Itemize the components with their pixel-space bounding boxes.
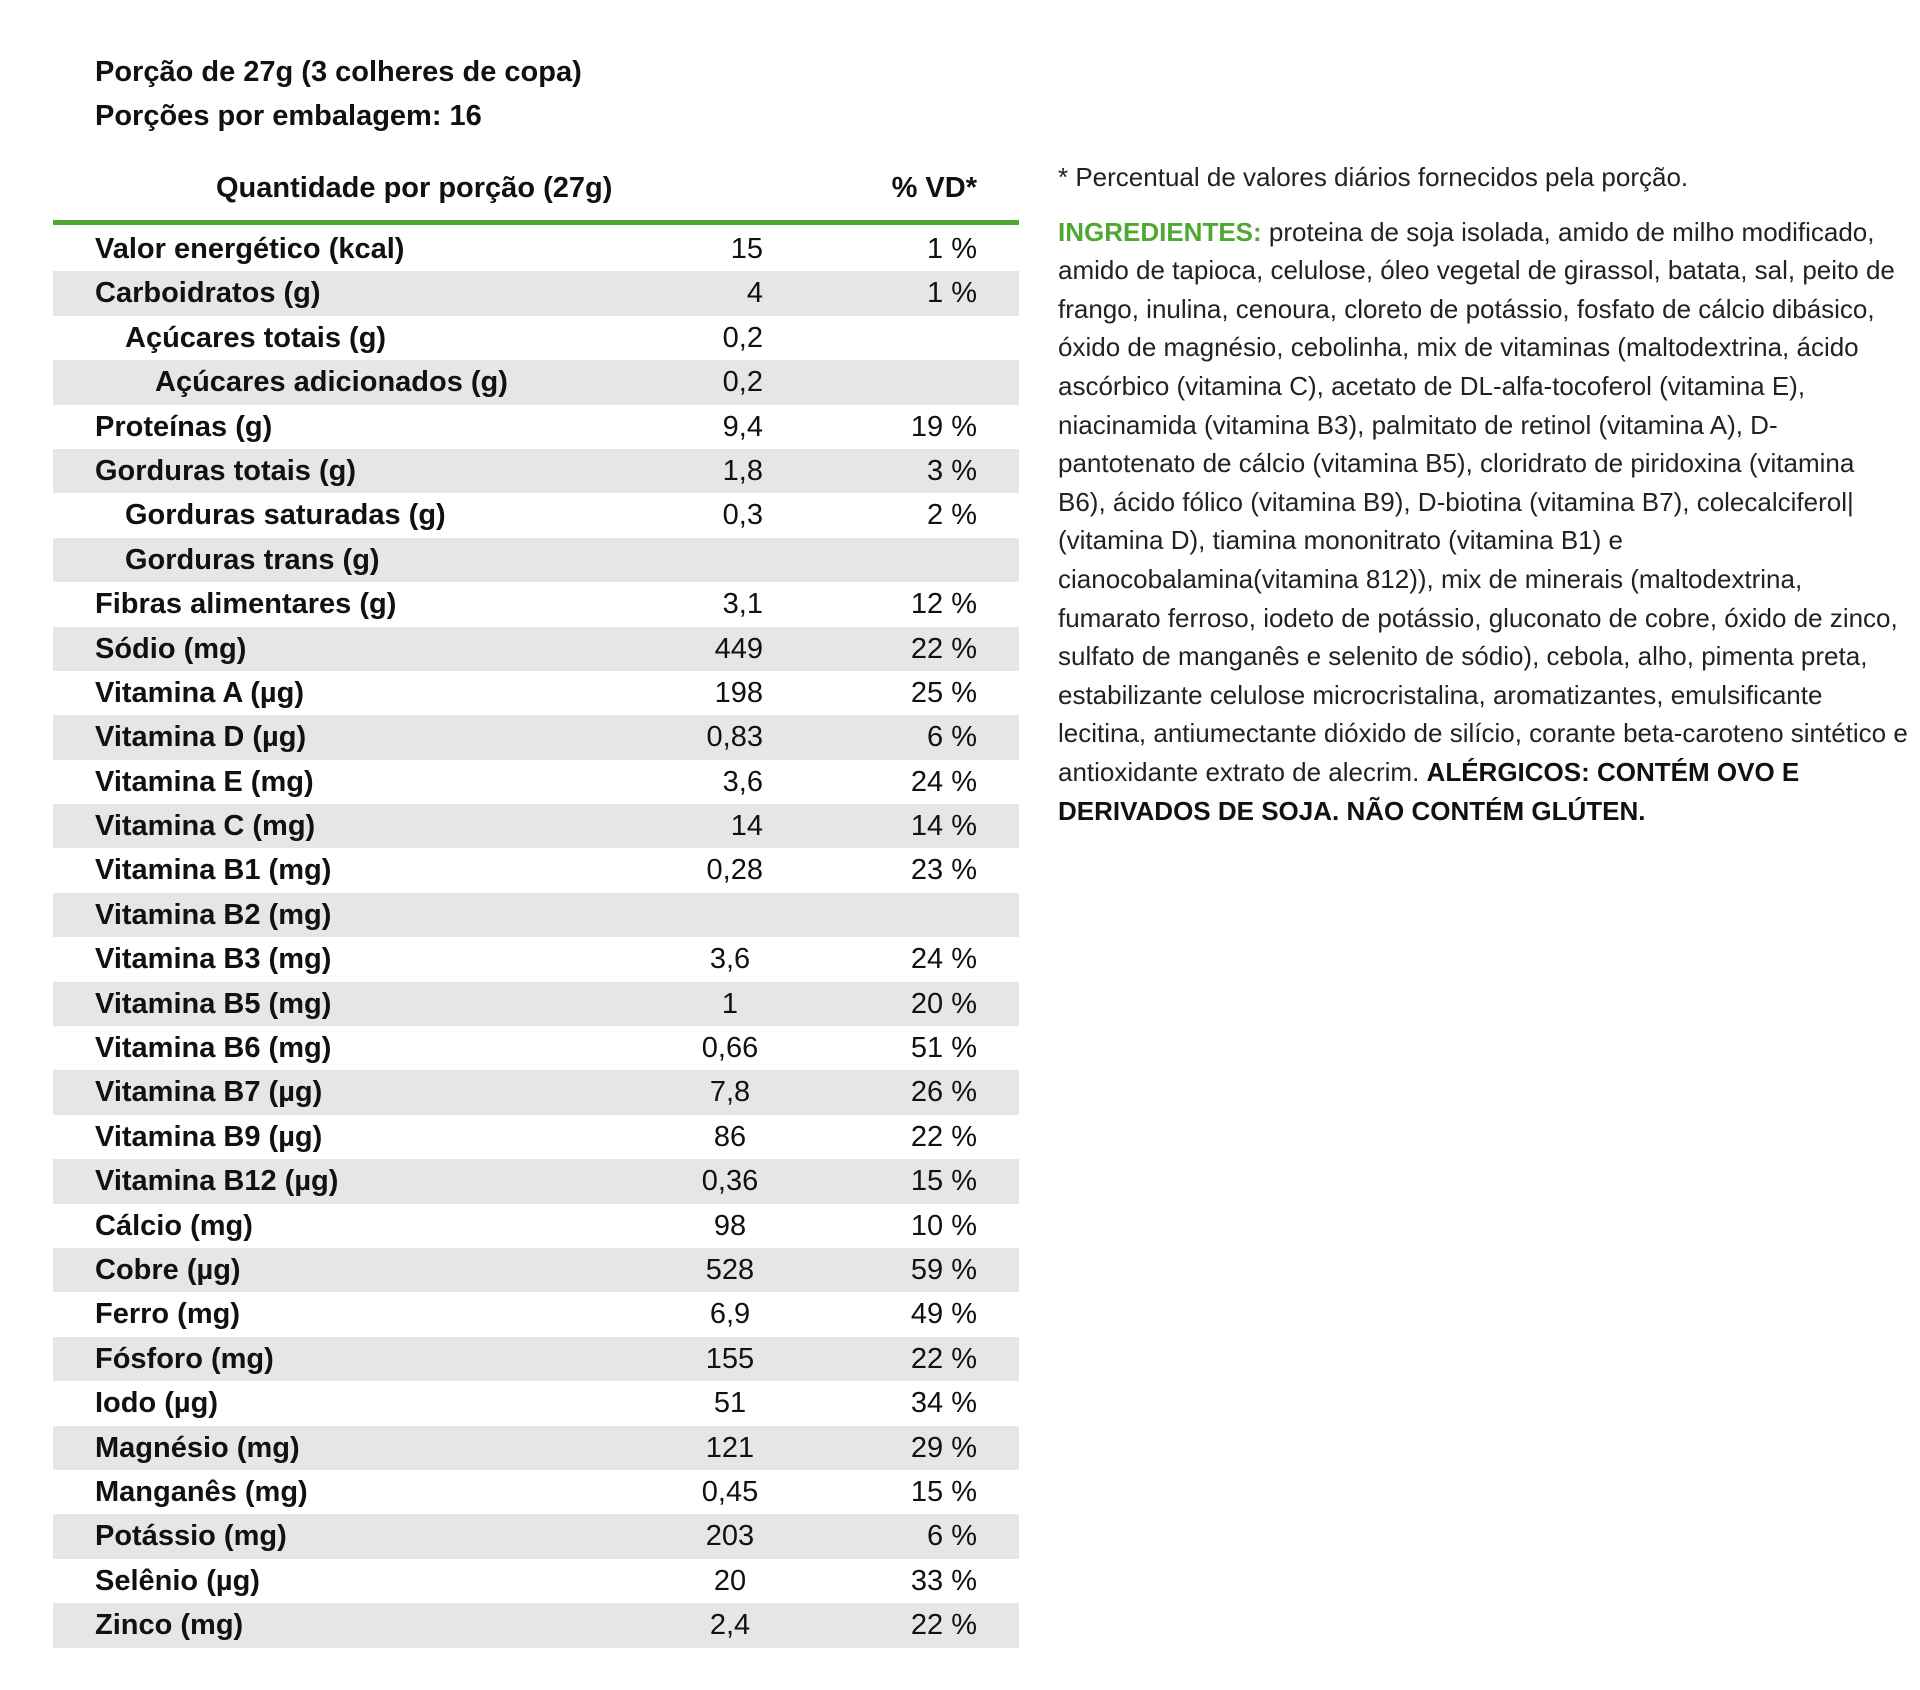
table-row — [53, 671, 1019, 715]
nutrient-name: Vitamina B9 (µg) — [95, 1120, 323, 1153]
allergen-statement: ALÉRGICOS: CONTÉM OVO E DERIVADOS DE SOJA. NÃO CONTÉM GLÚTEN. — [1058, 756, 1800, 826]
table-row — [53, 1559, 1019, 1603]
nutrient-amount: 15 — [730, 233, 763, 265]
nutrient-name: Vitamina A (µg) — [95, 676, 304, 709]
table-row — [53, 1248, 1019, 1292]
nutrient-daily-value: 15 % — [910, 1165, 977, 1198]
servings-per-package: Porções por embalagem: 16 — [95, 100, 482, 132]
nutrient-amount: 528 — [705, 1253, 755, 1286]
nutrient-amount: 9,4 — [722, 410, 763, 443]
table-row — [53, 627, 1019, 671]
nutrient-name: Gorduras trans (g) — [125, 543, 380, 576]
nutrient-daily-value: 22 % — [910, 1120, 977, 1153]
nutrient-daily-value: 22 % — [910, 1342, 977, 1375]
table-row — [53, 1603, 1019, 1647]
table-row — [53, 1026, 1019, 1070]
nutrient-name: Carboidratos (g) — [95, 277, 321, 310]
nutrition-table — [53, 160, 1019, 1648]
nutrient-amount: 203 — [705, 1520, 755, 1553]
nutrient-daily-value: 19 % — [910, 410, 977, 443]
nutrient-daily-value: 49 % — [910, 1298, 977, 1331]
nutrient-daily-value: 25 % — [910, 676, 977, 709]
nutrient-name: Gorduras totais (g) — [95, 454, 357, 487]
serving-info — [95, 50, 582, 138]
nutrient-daily-value: 24 % — [910, 943, 977, 976]
nutrient-name: Vitamina B1 (mg) — [95, 854, 332, 887]
table-row — [53, 760, 1019, 804]
table-row — [53, 1204, 1019, 1248]
daily-value-footnote: * Percentual de valores diários fornecidos pela porção. — [1058, 162, 1689, 192]
nutrient-daily-value: 51 % — [910, 1032, 977, 1065]
table-row — [53, 493, 1019, 537]
nutrient-name: Vitamina B3 (mg) — [95, 943, 332, 976]
table-row — [53, 271, 1019, 315]
nutrient-name: Açúcares adicionados (g) — [155, 366, 508, 399]
header-amount-per-serving: Quantidade por porção (27g) — [216, 172, 613, 204]
nutrient-daily-value: 3 % — [927, 454, 977, 487]
nutrient-amount: 0,83 — [706, 721, 763, 754]
nutrient-daily-value: 22 % — [910, 632, 977, 665]
header-divider — [53, 220, 1019, 225]
nutrient-name: Manganês (mg) — [95, 1475, 308, 1508]
nutrient-daily-value: 23 % — [910, 854, 977, 887]
nutrient-daily-value: 29 % — [910, 1431, 977, 1464]
nutrient-amount: 4 — [746, 277, 763, 310]
table-row — [53, 804, 1019, 848]
nutrient-amount: 1,8 — [722, 454, 763, 487]
table-row — [53, 538, 1019, 582]
nutrient-name: Fibras alimentares (g) — [95, 588, 397, 621]
nutrient-name: Vitamina E (mg) — [95, 765, 314, 798]
table-row — [53, 982, 1019, 1026]
nutrient-name: Sódio (mg) — [95, 632, 247, 665]
nutrient-name: Ferro (mg) — [95, 1298, 240, 1331]
nutrient-amount: 86 — [713, 1120, 747, 1153]
nutrient-amount: 98 — [713, 1209, 747, 1242]
nutrient-amount: 3,1 — [722, 588, 763, 621]
ingredients-paragraph — [1058, 213, 1908, 831]
table-row — [53, 1292, 1019, 1336]
nutrient-name: Vitamina B5 (mg) — [95, 987, 332, 1020]
nutrient-amount: 0,3 — [722, 499, 763, 532]
table-row — [53, 227, 1019, 271]
nutrient-daily-value: 24 % — [910, 765, 977, 798]
serving-size: Porção de 27g (3 colheres de copa) — [95, 56, 582, 88]
table-row — [53, 316, 1019, 360]
nutrient-name: Selênio (µg) — [95, 1564, 260, 1597]
table-row — [53, 937, 1019, 981]
nutrient-name: Açúcares totais (g) — [125, 321, 387, 354]
nutrient-daily-value: 12 % — [910, 588, 977, 621]
nutrient-daily-value: 10 % — [910, 1209, 977, 1242]
nutrient-name: Valor energético (kcal) — [95, 233, 405, 265]
nutrient-daily-value: 1 % — [927, 277, 977, 310]
table-row — [53, 449, 1019, 493]
nutrient-name: Vitamina C (mg) — [95, 810, 316, 843]
table-row — [53, 405, 1019, 449]
nutrient-name: Cálcio (mg) — [95, 1209, 253, 1242]
nutrient-amount: 2,4 — [709, 1609, 751, 1642]
nutrient-daily-value: 2 % — [927, 499, 977, 532]
nutrient-amount: 198 — [714, 676, 763, 709]
nutrient-amount: 155 — [705, 1342, 755, 1375]
nutrient-name: Fósforo (mg) — [95, 1342, 274, 1375]
table-row — [53, 848, 1019, 892]
table-row — [53, 715, 1019, 759]
nutrient-daily-value: 15 % — [910, 1475, 977, 1508]
nutrient-amount: 7,8 — [709, 1076, 751, 1109]
nutrient-daily-value: 20 % — [910, 987, 977, 1020]
nutrient-amount: 0,28 — [706, 854, 763, 887]
nutrient-daily-value: 26 % — [910, 1076, 977, 1109]
nutrient-name: Vitamina B2 (mg) — [95, 898, 332, 931]
nutrient-daily-value: 14 % — [910, 810, 977, 843]
table-row — [53, 1159, 1019, 1203]
nutrient-amount: 0,66 — [701, 1032, 759, 1065]
nutrient-amount: 20 — [713, 1564, 747, 1597]
nutrient-amount: 3,6 — [709, 943, 751, 976]
nutrient-name: Iodo (µg) — [95, 1387, 218, 1420]
table-row — [53, 1337, 1019, 1381]
nutrient-amount: 121 — [705, 1431, 755, 1464]
nutrient-name: Vitamina B6 (mg) — [95, 1032, 332, 1065]
nutrient-amount: 51 — [713, 1387, 747, 1420]
table-row — [53, 360, 1019, 404]
header-daily-value: % VD* — [891, 172, 977, 204]
nutrient-amount: 14 — [730, 810, 763, 843]
table-row — [53, 1426, 1019, 1470]
nutrient-amount: 6,9 — [709, 1298, 751, 1331]
nutrient-amount: 0,36 — [701, 1165, 759, 1198]
table-row — [53, 1115, 1019, 1159]
nutrient-daily-value: 59 % — [910, 1253, 977, 1286]
nutrient-daily-value: 1 % — [927, 233, 977, 265]
ingredients-text: proteina de soja isolada, amido de milho modificado, amido de tapioca, celulose, óleo vegetal de girassol, batata, sal, peito de frango, inulina, cenoura, cloreto de potássio, fosfato de cálcio dibásico, óxido de magnésio, cebolinha, mix de vitaminas (maltodextrina, ácido ascórbico (vitamina C), acetato de DL-alfa-tocoferol (vitamina E), niacinamida (vitamina B3), palmitato de retinol (vitamina A), D-pantotenato de cálcio (vitamina B5), cloridrato de piridoxina (vitamina B6), ácido fólico (vitamina B9), D-biotina (vitamina B7), colecalciferol| (vitamina D), tiamina mononitrato (vitamina B1) e cianocobalamina(vitamina 812)), mix de minerais (maltodextrina, fumarato ferroso, iodeto de potássio, gluconato de cobre, óxido de zinco, sulfato de manganês e selenito de sódio), cebola, alho, pimenta preta, estabilizante celulose microcristalina, aromatizantes, emulsificante lecitina, antiumectante dióxido de silício, corante beta-caroteno sintético e antioxidante extrato de alecrim. — [1058, 216, 1908, 787]
nutrient-name: Vitamina B7 (µg) — [95, 1076, 323, 1109]
table-row — [53, 1381, 1019, 1425]
nutrient-name: Potássio (mg) — [95, 1520, 287, 1553]
nutrient-daily-value: 6 % — [927, 721, 977, 754]
table-row — [53, 1070, 1019, 1114]
nutrient-name: Magnésio (mg) — [95, 1431, 300, 1464]
table-row — [53, 893, 1019, 937]
nutrient-name: Zinco (mg) — [95, 1609, 244, 1642]
nutrient-daily-value: 33 % — [910, 1564, 977, 1597]
nutrient-name: Vitamina D (µg) — [95, 721, 307, 754]
table-row — [53, 582, 1019, 626]
side-panel — [1058, 158, 1908, 830]
nutrient-name: Vitamina B12 (µg) — [95, 1165, 339, 1198]
nutrient-amount: 1 — [721, 987, 739, 1020]
table-row — [53, 1514, 1019, 1558]
ingredients-label: INGREDIENTES: — [1058, 216, 1262, 247]
nutrient-daily-value: 34 % — [910, 1387, 977, 1420]
nutrient-daily-value: 6 % — [927, 1520, 977, 1553]
table-row — [53, 1470, 1019, 1514]
nutrient-daily-value: 22 % — [910, 1609, 977, 1642]
nutrient-amount: 0,45 — [701, 1475, 759, 1508]
nutrient-name: Gorduras saturadas (g) — [125, 499, 446, 532]
table-body — [53, 227, 1019, 1648]
nutrient-amount: 0,2 — [722, 366, 763, 399]
table-header — [53, 160, 1019, 220]
nutrient-name: Proteínas (g) — [95, 410, 273, 443]
nutrient-amount: 0,2 — [722, 321, 763, 354]
nutrient-amount: 449 — [714, 632, 763, 665]
nutrient-name: Cobre (µg) — [95, 1253, 241, 1286]
nutrient-amount: 3,6 — [722, 765, 763, 798]
